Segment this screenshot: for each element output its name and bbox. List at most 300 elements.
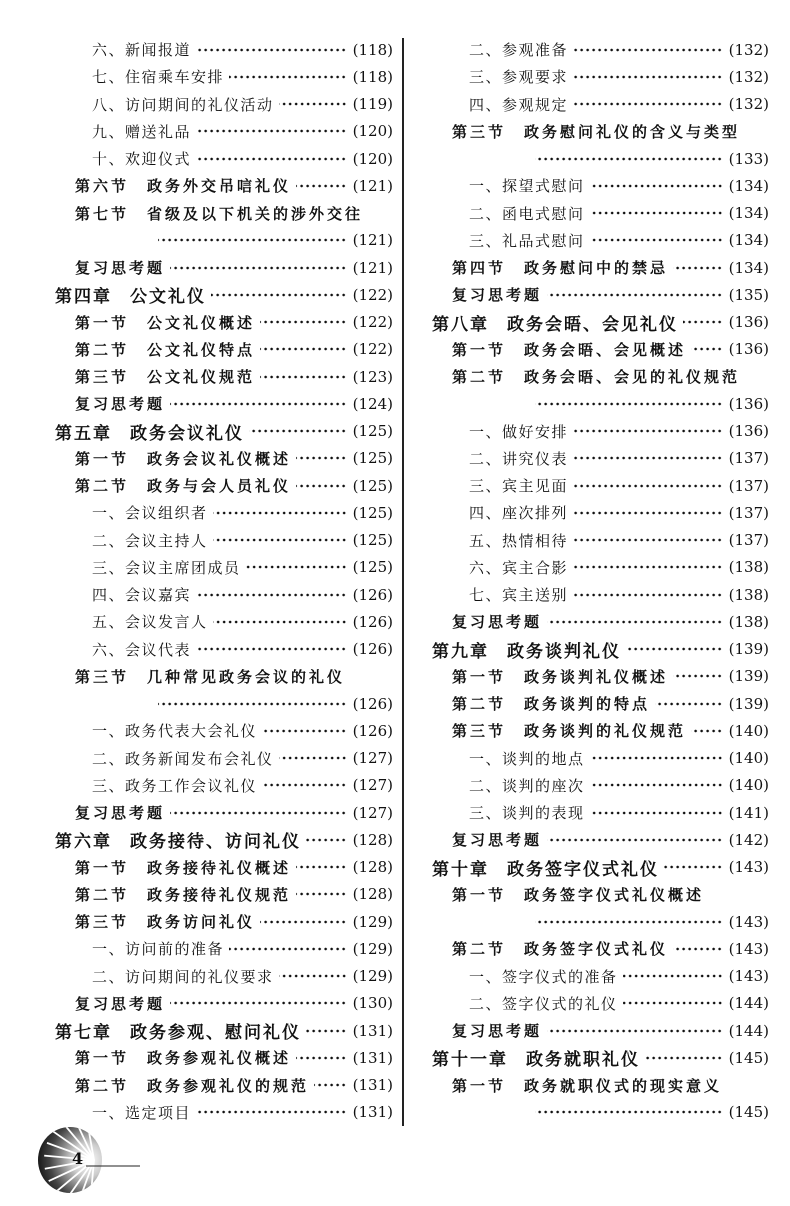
- subsection-entry: [432, 36, 769, 63]
- toc-line: [432, 636, 769, 663]
- page-ref: (132): [728, 95, 769, 114]
- entry-title: 政务就职仪式的现实意义: [524, 1076, 723, 1095]
- entry-title: 二、政务新闻发布会礼仪: [92, 749, 274, 768]
- toc-line: [432, 172, 769, 199]
- toc-line-continued: [432, 390, 769, 417]
- subsection-entry: [432, 91, 769, 118]
- section-entry: [432, 717, 769, 744]
- section-entry: [55, 663, 393, 718]
- entry-title: 政务签字仪式礼仪: [524, 940, 669, 959]
- toc-line: [55, 309, 393, 336]
- page-ref: (125): [352, 449, 393, 468]
- toc-line: [432, 826, 769, 853]
- leader-dots: [170, 811, 347, 815]
- toc-line-continued: [55, 690, 393, 717]
- leader-dots: [664, 865, 723, 869]
- toc-line: [55, 63, 393, 90]
- subsection-entry: [55, 608, 393, 635]
- page-ref: (127): [352, 749, 393, 768]
- subsection-entry: [432, 227, 769, 254]
- section-entry: [55, 1072, 393, 1099]
- entry-number: 第一节: [452, 340, 507, 359]
- entry-title: 政务访问礼仪: [147, 913, 256, 932]
- page-ref: (137): [728, 449, 769, 468]
- entry-number: 第一节: [75, 1049, 130, 1068]
- page-ref: (128): [352, 830, 393, 849]
- leader-dots: [296, 456, 347, 460]
- subsection-entry: [432, 418, 769, 445]
- entry-title: 七、住宿乘车安排: [92, 68, 225, 87]
- page-ref: (119): [352, 95, 393, 114]
- section-entry: [55, 854, 393, 881]
- toc-line: [55, 554, 393, 581]
- toc-line: [432, 990, 769, 1017]
- entry-title: 六、会议代表: [92, 640, 192, 659]
- page-ref: (128): [352, 858, 393, 877]
- page-ref: (139): [728, 694, 769, 713]
- toc-line-continued: [55, 227, 393, 254]
- leader-dots: [547, 1029, 723, 1033]
- entry-number: 第三节: [452, 122, 507, 141]
- page-ref: (134): [728, 231, 769, 250]
- leader-dots: [645, 1056, 723, 1060]
- leader-dots: [573, 565, 723, 569]
- leader-dots: [535, 402, 723, 406]
- chapter-entry: [432, 854, 769, 881]
- page-ref: (122): [352, 313, 393, 332]
- entry-title: 政务会晤、会见的礼仪规范: [524, 368, 741, 387]
- subsection-entry: [432, 63, 769, 90]
- toc-line: [55, 418, 393, 445]
- chapter-entry: [432, 309, 769, 336]
- entry-title: 政务签字仪式礼仪: [507, 859, 659, 880]
- toc-line: [55, 281, 393, 308]
- toc-line-continued: [432, 908, 769, 935]
- leader-dots: [170, 266, 347, 270]
- entry-title: 十、欢迎仪式: [92, 150, 192, 169]
- leader-dots: [213, 511, 347, 515]
- entry-title: 政务慰问中的禁忌: [524, 259, 669, 278]
- leader-dots: [249, 429, 347, 433]
- entry-title: 五、热情相待: [469, 531, 569, 550]
- entry-title: 公文礼仪概述: [147, 313, 256, 332]
- toc-line: [55, 772, 393, 799]
- entry-title: 政务参观礼仪的规范: [147, 1076, 310, 1095]
- toc-line: [55, 200, 393, 227]
- entry-title: 政务签字仪式礼仪概述: [524, 885, 705, 904]
- entry-title: 三、礼品式慰问: [469, 231, 585, 250]
- page-ref: (145): [728, 1103, 769, 1122]
- toc-line: [55, 390, 393, 417]
- entry-title: 一、会议组织者: [92, 504, 208, 523]
- page-ref: (126): [352, 585, 393, 604]
- chapter-entry: [55, 418, 393, 445]
- leader-dots: [547, 293, 723, 297]
- subsection-entry: [432, 581, 769, 608]
- page-ref: (144): [728, 1021, 769, 1040]
- leader-dots: [306, 838, 347, 842]
- leader-dots: [211, 293, 347, 297]
- toc-line: [432, 363, 769, 390]
- toc-line: [55, 145, 393, 172]
- page-ref: (136): [728, 394, 769, 413]
- subsection-entry: [432, 527, 769, 554]
- entry-title: 三、会议主席团成员: [92, 558, 241, 577]
- leader-dots: [279, 974, 347, 978]
- leader-dots: [260, 375, 347, 379]
- toc-line: [55, 636, 393, 663]
- page-ref: (134): [728, 176, 769, 195]
- toc-line: [55, 581, 393, 608]
- entry-title: 政务会晤、会见概述: [524, 340, 687, 359]
- page-ref: (125): [352, 531, 393, 550]
- entry-title: 三、谈判的表现: [469, 804, 585, 823]
- chapter-entry: [55, 281, 393, 308]
- entry-title: 政务参观礼仪概述: [147, 1049, 292, 1068]
- section-entry: [432, 690, 769, 717]
- section-entry: [55, 472, 393, 499]
- entry-number: 第七章: [55, 1023, 112, 1044]
- leader-dots: [590, 211, 723, 215]
- toc-line: [432, 336, 769, 363]
- entry-number: 第二节: [75, 885, 130, 904]
- page-ref: (126): [352, 640, 393, 659]
- entry-title: 二、参观准备: [469, 41, 569, 60]
- review-questions-entry: [432, 826, 769, 853]
- entry-title: 复习思考题: [75, 259, 166, 278]
- leader-dots: [196, 593, 347, 597]
- leader-dots: [547, 620, 723, 624]
- page-ref: (131): [352, 1048, 393, 1067]
- toc-line: [432, 418, 769, 445]
- entry-title: 一、签字仪式的准备: [469, 967, 618, 986]
- page-ref: (129): [352, 912, 393, 931]
- subsection-entry: [432, 554, 769, 581]
- subsection-entry: [55, 118, 393, 145]
- toc-line: [432, 854, 769, 881]
- toc-line: [432, 881, 769, 908]
- page-ref: (145): [728, 1048, 769, 1067]
- toc-line: [432, 309, 769, 336]
- page-number-emblem: [30, 1122, 150, 1198]
- entry-title: 二、函电式慰问: [469, 204, 585, 223]
- toc-line: [432, 254, 769, 281]
- toc-line: [432, 581, 769, 608]
- leader-dots: [314, 1083, 347, 1087]
- entry-title: 复习思考题: [75, 994, 166, 1013]
- toc-line: [55, 363, 393, 390]
- page-ref: (143): [728, 967, 769, 986]
- entry-number: 第二节: [452, 695, 507, 714]
- page-ref: (142): [728, 830, 769, 849]
- leader-dots: [296, 865, 347, 869]
- page-ref: (131): [352, 1021, 393, 1040]
- page-ref: (125): [352, 503, 393, 522]
- entry-number: 第二节: [75, 477, 130, 496]
- leader-dots: [229, 75, 347, 79]
- chapter-entry: [432, 636, 769, 663]
- entry-title: 二、谈判的座次: [469, 776, 585, 795]
- subsection-entry: [432, 472, 769, 499]
- toc-line: [432, 200, 769, 227]
- page-ref: (137): [728, 531, 769, 550]
- leader-dots: [573, 48, 723, 52]
- entry-title: 二、访问期间的礼仪要求: [92, 967, 274, 986]
- leader-dots: [573, 484, 723, 488]
- entry-title: 四、参观规定: [469, 95, 569, 114]
- entry-title: 六、新闻报道: [92, 41, 192, 60]
- leader-dots: [213, 620, 347, 624]
- toc-line: [432, 499, 769, 526]
- toc-line: [432, 935, 769, 962]
- page-ref: (121): [352, 176, 393, 195]
- toc-column-left: [55, 36, 393, 1126]
- page-ref: (140): [728, 776, 769, 795]
- page-ref: (141): [728, 803, 769, 822]
- page-ref: (133): [728, 149, 769, 168]
- entry-title: 二、讲究仪表: [469, 449, 569, 468]
- subsection-entry: [55, 145, 393, 172]
- leader-dots: [673, 947, 723, 951]
- entry-title: 七、宾主送别: [469, 586, 569, 605]
- page-ref: (129): [352, 939, 393, 958]
- leader-dots: [590, 238, 723, 242]
- entry-title: 一、做好安排: [469, 422, 569, 441]
- entry-title: 一、政务代表大会礼仪: [92, 722, 258, 741]
- leader-dots: [229, 947, 347, 951]
- page-ref: (130): [352, 994, 393, 1013]
- page-ref: (126): [352, 694, 393, 713]
- toc-column-right: [432, 36, 769, 1126]
- leader-dots: [623, 974, 723, 978]
- review-questions-entry: [55, 799, 393, 826]
- subsection-entry: [55, 499, 393, 526]
- review-questions-entry: [432, 608, 769, 635]
- entry-title: 复习思考题: [452, 613, 543, 632]
- section-entry: [432, 1072, 769, 1127]
- section-entry: [55, 1044, 393, 1071]
- leader-dots: [170, 1001, 347, 1005]
- toc-line: [432, 799, 769, 826]
- leader-dots: [196, 48, 347, 52]
- entry-number: 第七节: [75, 204, 130, 223]
- page-ref: (125): [352, 422, 393, 441]
- leader-dots: [547, 838, 723, 842]
- toc-line: [55, 1072, 393, 1099]
- leader-dots: [246, 565, 347, 569]
- entry-title: 三、参观要求: [469, 68, 569, 87]
- page-ref: (134): [728, 258, 769, 277]
- leader-dots: [296, 1056, 347, 1060]
- page-ref: (131): [352, 1103, 393, 1122]
- leader-dots: [590, 756, 723, 760]
- toc-line: [432, 717, 769, 744]
- page-ref: (124): [352, 394, 393, 413]
- subsection-entry: [432, 499, 769, 526]
- leader-dots: [158, 238, 347, 242]
- leader-dots: [296, 892, 347, 896]
- entry-number: 第二节: [75, 1076, 130, 1095]
- section-entry: [55, 336, 393, 363]
- entry-title: 政务接待、访问礼仪: [130, 832, 301, 853]
- toc-line: [55, 527, 393, 554]
- entry-title: 二、会议主持人: [92, 531, 208, 550]
- subsection-entry: [55, 772, 393, 799]
- leader-dots: [535, 1110, 723, 1114]
- toc-line: [432, 690, 769, 717]
- subsection-entry: [432, 200, 769, 227]
- toc-line: [55, 745, 393, 772]
- page-ref: (139): [728, 640, 769, 659]
- entry-number: 第十章: [432, 859, 489, 880]
- subsection-entry: [432, 745, 769, 772]
- toc-line: [432, 281, 769, 308]
- subsection-entry: [55, 581, 393, 608]
- leader-dots: [590, 783, 723, 787]
- page-ref: (129): [352, 967, 393, 986]
- toc-line: [55, 608, 393, 635]
- leader-dots: [573, 511, 723, 515]
- entry-title: 六、宾主合影: [469, 558, 569, 577]
- subsection-entry: [55, 717, 393, 744]
- section-entry: [55, 908, 393, 935]
- entry-title: 政务接待礼仪规范: [147, 885, 292, 904]
- entry-title: 政务就职礼仪: [526, 1050, 640, 1071]
- entry-title: 政务慰问礼仪的含义与类型: [524, 122, 741, 141]
- entry-title: 政务谈判的特点: [524, 695, 651, 714]
- toc-line: [55, 854, 393, 881]
- entry-title: 一、访问前的准备: [92, 940, 225, 959]
- leader-dots: [279, 102, 347, 106]
- entry-number: 第四章: [55, 287, 112, 308]
- leader-dots: [196, 157, 347, 161]
- entry-title: 复习思考题: [75, 395, 166, 414]
- subsection-entry: [55, 63, 393, 90]
- subsection-entry: [55, 554, 393, 581]
- entry-title: 政务谈判礼仪概述: [524, 667, 669, 686]
- entry-number: 第一节: [452, 885, 507, 904]
- leader-dots: [158, 702, 347, 706]
- entry-title: 几种常见政务会议的礼仪: [147, 667, 346, 686]
- entry-title: 复习思考题: [452, 1022, 543, 1041]
- leader-dots: [691, 347, 723, 351]
- page-ref: (126): [352, 612, 393, 631]
- entry-number: 第九章: [432, 641, 489, 662]
- page-ref: (139): [728, 667, 769, 686]
- leader-dots: [262, 729, 347, 733]
- toc-line: [432, 445, 769, 472]
- subsection-entry: [432, 445, 769, 472]
- toc-line: [432, 608, 769, 635]
- page-ref: (143): [728, 858, 769, 877]
- page-ref: (128): [352, 885, 393, 904]
- page-ref: (127): [352, 776, 393, 795]
- subsection-entry: [55, 91, 393, 118]
- page-ref: (120): [352, 122, 393, 141]
- leader-dots: [262, 783, 347, 787]
- entry-title: 复习思考题: [75, 804, 166, 823]
- chapter-entry: [55, 1017, 393, 1044]
- review-questions-entry: [55, 390, 393, 417]
- page-ref: (125): [352, 558, 393, 577]
- toc-line: [432, 963, 769, 990]
- page-ref: (131): [352, 1076, 393, 1095]
- leader-dots: [691, 729, 723, 733]
- entry-title: 政务参观、慰问礼仪: [130, 1023, 301, 1044]
- toc-line: [432, 36, 769, 63]
- entry-title: 二、签字仪式的礼仪: [469, 994, 618, 1013]
- page-ref: (122): [352, 340, 393, 359]
- entry-number: 第一节: [452, 667, 507, 686]
- section-entry: [432, 363, 769, 418]
- entry-number: 第二节: [452, 940, 507, 959]
- toc-line: [55, 118, 393, 145]
- page-ref: (120): [352, 149, 393, 168]
- subsection-entry: [55, 636, 393, 663]
- page-number: 4: [72, 1149, 84, 1168]
- toc-line: [432, 1072, 769, 1099]
- page-ref: (135): [728, 285, 769, 304]
- section-entry: [55, 200, 393, 255]
- section-entry: [55, 881, 393, 908]
- entry-title: 政务外交吊唁礼仪: [147, 177, 292, 196]
- toc-line: [55, 91, 393, 118]
- toc-line: [55, 172, 393, 199]
- page-ref: (143): [728, 939, 769, 958]
- page-ref: (140): [728, 749, 769, 768]
- leader-dots: [296, 184, 347, 188]
- section-entry: [432, 935, 769, 962]
- toc-line: [55, 663, 393, 690]
- entry-number: 第四节: [452, 259, 507, 278]
- entry-title: 政务谈判的礼仪规范: [524, 722, 687, 741]
- toc-line: [55, 935, 393, 962]
- page-ref: (137): [728, 476, 769, 495]
- leader-dots: [673, 266, 723, 270]
- toc-line: [55, 881, 393, 908]
- entry-title: 四、座次排列: [469, 504, 569, 523]
- entry-number: 第六节: [75, 177, 130, 196]
- entry-title: 复习思考题: [452, 831, 543, 850]
- leader-dots: [260, 347, 347, 351]
- toc-line: [432, 227, 769, 254]
- subsection-entry: [55, 527, 393, 554]
- page-ref: (121): [352, 258, 393, 277]
- toc-line: [432, 472, 769, 499]
- page-ref: (143): [728, 912, 769, 931]
- toc-line: [432, 1044, 769, 1071]
- leader-dots: [196, 1110, 347, 1114]
- entry-number: 第八章: [432, 314, 489, 335]
- entry-number: 第三节: [75, 667, 130, 686]
- section-entry: [432, 336, 769, 363]
- entry-title: 政务谈判礼仪: [507, 641, 621, 662]
- section-entry: [55, 172, 393, 199]
- toc-line: [55, 963, 393, 990]
- page-ref: (136): [728, 340, 769, 359]
- entry-number: 第三节: [75, 368, 130, 387]
- review-questions-entry: [432, 1017, 769, 1044]
- subsection-entry: [432, 990, 769, 1017]
- leader-dots: [590, 811, 723, 815]
- leader-dots: [260, 920, 347, 924]
- page-ref: (134): [728, 204, 769, 223]
- entry-title: 复习思考题: [452, 286, 543, 305]
- entry-title: 政务会议礼仪: [130, 423, 244, 444]
- toc-line: [432, 745, 769, 772]
- entry-title: 政务接待礼仪概述: [147, 858, 292, 877]
- entry-title: 公文礼仪: [130, 287, 206, 308]
